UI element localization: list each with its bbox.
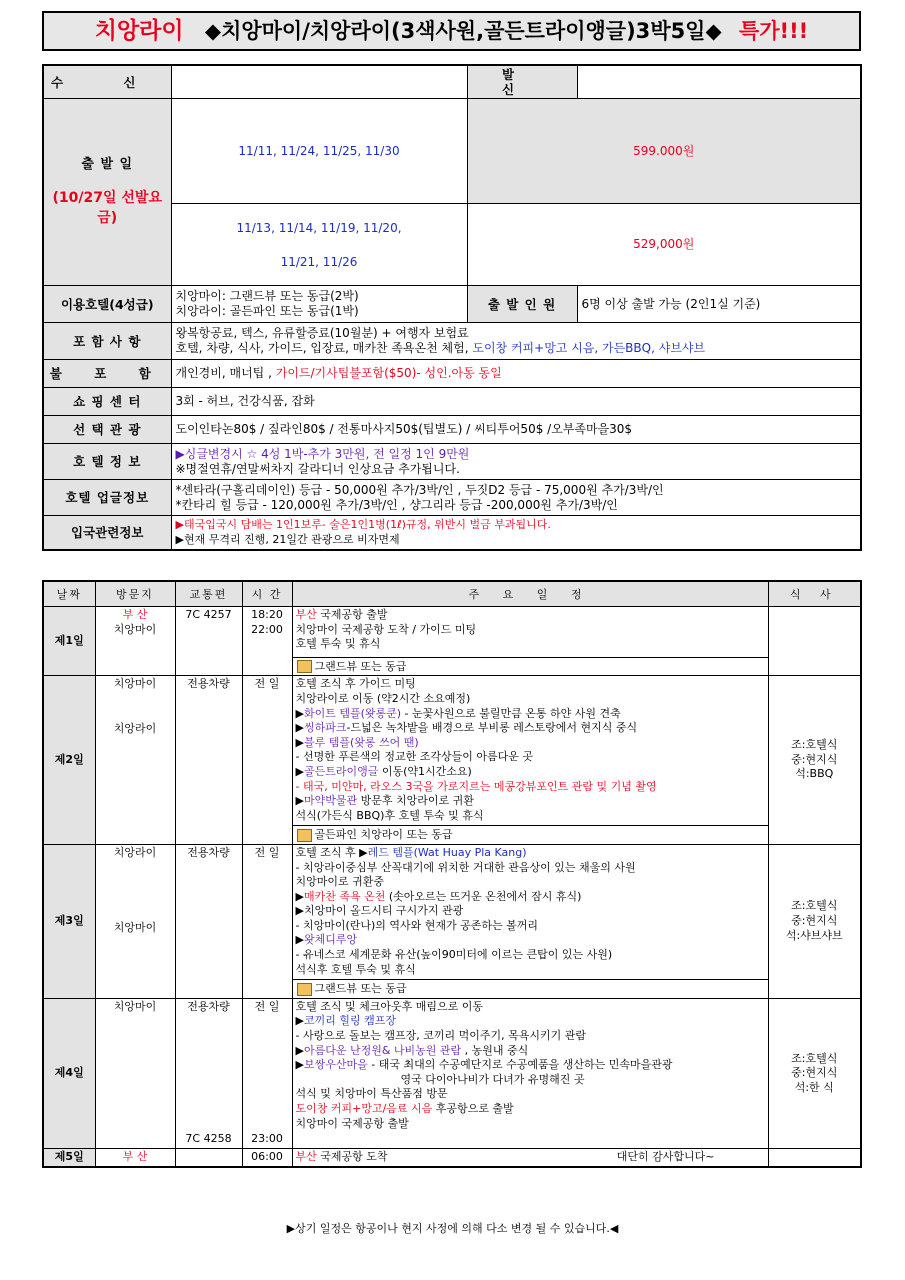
hotelinfo-line-1: ▶싱글변경시 ☆ 4성 1박-추가 3만원, 전 일정 1인 9만원 bbox=[175, 446, 470, 461]
day2-line-10: 석식(가든식 BBQ)후 호텔 투숙 및 휴식 bbox=[295, 808, 484, 822]
day4-line-6: 영국 다이아나비가 다녀가 유명해진 곳 bbox=[400, 1072, 585, 1086]
min-label: 출 발 인 원 bbox=[467, 286, 577, 323]
include-value bbox=[171, 323, 861, 360]
day2-line-7: ▶골든트라이앵글 이동(약1시간소요) bbox=[295, 764, 472, 778]
day4-meal bbox=[768, 998, 861, 1148]
day1-line-1-text: 국제공항 출발 bbox=[320, 608, 388, 621]
day2-singha-park: 씽하파크 bbox=[303, 721, 347, 735]
day3-meal-1: 조:호텔식 bbox=[791, 899, 838, 913]
day3-wat-chedi-luang: 왓체디루앙 bbox=[303, 933, 358, 947]
day3-line-4: ▶매카찬 족욕 온천 (솟아오르는 뜨거운 온천에서 잠시 휴식) bbox=[295, 889, 582, 903]
day4-time bbox=[242, 998, 292, 1148]
day2-opium-museum: 마약박물관 bbox=[303, 794, 358, 808]
day4-bosang: 보쌍우산마을 bbox=[303, 1058, 368, 1072]
day1-hotel-name: 그랜드뷰 또는 동급 bbox=[314, 659, 407, 673]
day2-meal-3: 석:BBQ bbox=[795, 767, 834, 781]
entry-line-2: ▶현재 무격리 진행, 21일간 관광으로 비자면제 bbox=[175, 533, 400, 547]
day2-line-9: ▶마약박물관 방문후 치앙라이로 귀환 bbox=[295, 794, 474, 808]
day3-time: 전 일 bbox=[242, 844, 292, 998]
shopping-label: 쇼 핑 센 터 bbox=[43, 388, 171, 416]
departure-note: (10/27일 선발요금) bbox=[52, 189, 162, 226]
day3-old-city: 치앙마이 올드시티 구시가지 관광 bbox=[303, 904, 464, 918]
day4-line-4-text: , 농원내 중식 bbox=[461, 1043, 529, 1057]
day1-transport: 7C 4257 bbox=[175, 607, 242, 676]
day2-meal-2: 중:현지식 bbox=[791, 752, 838, 766]
shopping-value: 3회 - 허브, 건강식품, 잡화 bbox=[171, 388, 861, 416]
day3-meal-2: 중:현지식 bbox=[791, 914, 838, 928]
exclude-value bbox=[171, 360, 861, 388]
day1-place-1: 부 산 bbox=[122, 608, 148, 621]
day4-line-9: 치앙마이 국제공항 출발 bbox=[295, 1116, 409, 1130]
day5-label: 제5일 bbox=[43, 1149, 95, 1167]
include-line-2 bbox=[176, 341, 857, 356]
sender-value bbox=[577, 65, 861, 99]
include-line-2b: 도이창 커피+망고 시음, 가든BBQ, 샤브샤브 bbox=[472, 341, 706, 355]
dates-group-2b: 11/21, 11/26 bbox=[280, 254, 358, 269]
day4-line-4: ▶아름다운 난정원& 나비농원 관람 , 농원내 중식 bbox=[295, 1043, 529, 1057]
day1-itinerary bbox=[292, 607, 768, 676]
hotel-value bbox=[171, 286, 467, 323]
day1-line-2: 치앙마이 국제공항 도착 / 가이드 미팅 bbox=[295, 622, 477, 636]
day1-place-2: 치앙마이 bbox=[113, 622, 157, 636]
footnote: ▶상기 일정은 항공이나 현지 사정에 의해 다소 변경 될 수 있습니다.◀ bbox=[286, 1222, 619, 1235]
day1-meal bbox=[768, 607, 861, 676]
schedule-table bbox=[42, 580, 862, 1168]
day2-line-9-text: 방문후 치앙라이로 귀환 bbox=[357, 794, 474, 808]
day2-line-1: 호텔 조식 후 가이드 미팅 bbox=[295, 677, 416, 691]
day3-label: 제3일 bbox=[43, 844, 95, 998]
header-place: 방문지 bbox=[95, 581, 175, 607]
day2-line-4: ▶씽하파크-드넓은 녹차밭을 배경으로 부비롱 레스토랑에서 현지식 중식 bbox=[295, 721, 638, 735]
day4-meal-1: 조:호텔식 bbox=[791, 1051, 838, 1065]
day4-meal-2: 중:현지식 bbox=[791, 1066, 838, 1080]
day3-hot-spring: 매카찬 족욕 온천 bbox=[303, 889, 386, 903]
day4-line-8-text: 후공항으로 출발 bbox=[432, 1102, 514, 1115]
day1-hotel bbox=[293, 657, 768, 677]
day3-transport: 전용차량 bbox=[175, 844, 242, 998]
day4-line-2: ▶코끼리 힐링 캠프장 bbox=[295, 1014, 396, 1028]
day2-line-8: - 태국, 미얀마, 라오스 3국을 가로지르는 메콩강뷰포인트 관람 및 기념 촬영 bbox=[295, 779, 657, 793]
receiver-value bbox=[171, 65, 467, 99]
include-label: 포 함 사 항 bbox=[43, 323, 171, 360]
day2-golden-triangle: 골든트라이앵글 bbox=[303, 764, 379, 778]
price-group-1: 599.000원 bbox=[467, 99, 861, 204]
title-promo: 특가!!! bbox=[738, 19, 809, 43]
day3-row bbox=[43, 844, 861, 998]
day2-transport: 전용차량 bbox=[175, 676, 242, 845]
day4-time-2: 23:00 bbox=[251, 1132, 283, 1146]
dates-group-2 bbox=[171, 204, 467, 286]
day2-blue-temple: 블루 템플(왓롱 쓰어 땐) bbox=[303, 735, 419, 749]
entry-line-1: ▶태국입국시 담배는 1인1보루- 술은1인1병(1ℓ)규정, 위반시 벌금 부과됩니다. bbox=[175, 518, 551, 532]
options-value: 도이인타논80$ / 짚라인80$ / 전통마사지50$(팁별도) / 씨티투어50$ /오부족마을30$ bbox=[171, 416, 861, 444]
day4-place: 치앙마이 bbox=[95, 998, 175, 1148]
day4-meal-3: 석:한 식 bbox=[794, 1080, 834, 1094]
info-table bbox=[42, 64, 862, 551]
day4-label: 제4일 bbox=[43, 998, 95, 1148]
upgrade-line-1: *센타라(구홀리데이인) 등급 - 50,000원 추가/3박/인 , 두짓D2 등급 - 75,000원 추가/3박/인 bbox=[175, 482, 664, 497]
day5-time: 06:00 bbox=[242, 1149, 292, 1167]
day3-itinerary bbox=[292, 844, 768, 998]
upgrade-label: 호텔 업글정보 bbox=[43, 480, 171, 516]
header-date: 날짜 bbox=[43, 581, 95, 607]
exclude-a: 개인경비, 매너팁 , bbox=[175, 366, 272, 380]
day1-line-3: 호텔 투숙 및 휴식 bbox=[295, 637, 381, 651]
departure-cell bbox=[43, 99, 171, 286]
day4-itinerary bbox=[292, 998, 768, 1148]
day3-place bbox=[95, 844, 175, 998]
title-city: 치앙라이 bbox=[94, 18, 184, 44]
day1-time bbox=[242, 607, 292, 676]
day4-elephant-camp: 코끼리 힐링 캠프장 bbox=[303, 1014, 396, 1028]
day4-line-1: 호텔 조식 및 체크아웃후 매림으로 이동 bbox=[295, 999, 483, 1013]
day4-transport bbox=[175, 998, 242, 1148]
day3-place-1: 치앙라이 bbox=[113, 845, 157, 859]
entry-label: 입국관련정보 bbox=[43, 516, 171, 550]
day2-line-5: ▶블루 템플(왓롱 쓰어 땐) bbox=[295, 735, 419, 749]
day5-thanks: 대단히 감사합니다~ bbox=[616, 1150, 715, 1164]
day1-place bbox=[95, 607, 175, 676]
day1-line-1 bbox=[296, 608, 765, 623]
header-time: 시 간 bbox=[242, 581, 292, 607]
exclude-label: 불 포 함 bbox=[43, 360, 171, 388]
price-group-2: 529,000원 bbox=[467, 204, 861, 286]
day4-coffee: 도이창 커피+망고/음료 시음 bbox=[295, 1102, 433, 1115]
day1-label: 제1일 bbox=[43, 607, 95, 676]
day2-row bbox=[43, 676, 861, 845]
day2-line-6: - 선명한 푸른색의 정교한 조각상들이 아름다운 곳 bbox=[295, 750, 533, 764]
hotel-line-1: 치앙마이: 그랜드뷰 또는 동급(2박) bbox=[175, 289, 359, 303]
day4-transport-2: 7C 4258 bbox=[185, 1132, 232, 1146]
day2-place bbox=[95, 676, 175, 845]
day3-line-9: 석식후 호텔 투숙 및 휴식 bbox=[295, 962, 416, 976]
sender-label: 발 신 bbox=[467, 65, 577, 99]
day5-meal bbox=[768, 1149, 861, 1167]
day2-line-2: 치앙라이로 이동 (약2시간 소요예정) bbox=[295, 691, 471, 705]
day4-time-1: 전 일 bbox=[254, 999, 280, 1013]
day2-place-2: 치앙라이 bbox=[113, 721, 157, 735]
hotel-icon bbox=[297, 829, 312, 842]
day4-line-8 bbox=[296, 1102, 765, 1117]
day2-place-1: 치앙마이 bbox=[113, 677, 157, 691]
day5-itinerary bbox=[292, 1149, 768, 1167]
upgrade-line-2: *칸타리 힐 등급 - 120,000원 추가/3박/인 , 샹그리라 등급 -200,000원 추가/3박/인 bbox=[175, 497, 618, 512]
dates-group-2a: 11/13, 11/14, 11/19, 11/20, bbox=[236, 220, 402, 235]
hotelinfo-line-2: ※명절연휴/연말써차지 갈라디너 인상요금 추가됩니다. bbox=[175, 461, 460, 476]
options-label: 선 택 관 광 bbox=[43, 416, 171, 444]
day4-line-3: - 사랑으로 돌보는 캠프장, 코끼리 먹이주기, 목욕시키기 관람 bbox=[295, 1029, 586, 1043]
day2-meal bbox=[768, 676, 861, 845]
header-meal: 식 사 bbox=[768, 581, 861, 607]
header-itinerary: 주 요 일 정 bbox=[292, 581, 768, 607]
day3-line-1-text: 호텔 조식 후 ▶ bbox=[295, 845, 368, 859]
day3-hotel bbox=[293, 979, 768, 999]
day4-row bbox=[43, 998, 861, 1148]
include-line-1: 왕복항공료, 텍스, 유류할증료(10월분) + 여행자 보험료 bbox=[175, 326, 469, 340]
hotel-icon bbox=[297, 983, 312, 996]
hotel-label: 이용호텔(4성급) bbox=[43, 286, 171, 323]
day5-transport bbox=[175, 1149, 242, 1167]
day3-line-4-text: (솟아오르는 뜨거운 온천에서 잠시 휴식) bbox=[385, 889, 582, 903]
day3-line-2: - 치앙라이중심부 산꼭대기에 위치한 거대한 관음상이 있는 채울의 사원 bbox=[295, 860, 636, 874]
day4-orchid-farm: 아름다운 난정원& 나비농원 관람 bbox=[303, 1043, 462, 1057]
day4-transport-1: 전용차량 bbox=[187, 999, 230, 1013]
day1-time-2: 22:00 bbox=[251, 622, 283, 636]
day2-line-3: ▶화이트 템플(왓롱쿤) - 눈꽃사원으로 불릴만큼 온통 하얀 사원 견축 bbox=[295, 706, 621, 720]
day3-hotel-name: 그랜드뷰 또는 동급 bbox=[314, 982, 407, 996]
day3-meal-3: 석:샤브샤브 bbox=[785, 928, 843, 942]
header-transport: 교통편 bbox=[175, 581, 242, 607]
day2-line-7-text: 이동(약1시간소요) bbox=[378, 764, 472, 778]
upgrade-value bbox=[171, 480, 861, 516]
day3-red-temple: 레드 템플(Wat Huay Pla Kang) bbox=[367, 845, 527, 859]
receiver-label: 수 신 bbox=[43, 65, 171, 99]
day1-time-1: 18:20 bbox=[251, 608, 283, 621]
day3-line-6: - 치앙마이(란나)의 역사와 현재가 공존하는 볼꺼리 bbox=[295, 918, 539, 932]
hotel-icon bbox=[297, 660, 312, 673]
hotel-line-2: 치앙라이: 골든파인 또는 동급(1박) bbox=[175, 304, 359, 318]
day5-city: 부산 bbox=[295, 1150, 317, 1164]
day5-text: 국제공항 도착 bbox=[316, 1150, 388, 1164]
page-title bbox=[42, 11, 861, 51]
day2-hotel-name: 골든파인 치앙라이 또는 동급 bbox=[314, 828, 453, 842]
hotelinfo-value bbox=[171, 444, 861, 480]
day2-meal-1: 조:호텔식 bbox=[791, 738, 838, 752]
day2-label: 제2일 bbox=[43, 676, 95, 845]
day2-line-4-text: -드넓은 녹차밭을 배경으로 부비롱 레스토랑에서 현지식 중식 bbox=[346, 721, 638, 735]
day5-row bbox=[43, 1149, 861, 1167]
day4-line-5-text: - 태국 최대의 수공예단지로 수공예품을 생산하는 민속마을관광 bbox=[367, 1058, 673, 1072]
day3-meal bbox=[768, 844, 861, 998]
min-value: 6명 이상 출발 가능 (2인1실 기준) bbox=[577, 286, 861, 323]
departure-label: 출 발 일 bbox=[81, 156, 134, 172]
hotelinfo-label: 호 텔 정 보 bbox=[43, 444, 171, 480]
day2-time: 전 일 bbox=[242, 676, 292, 845]
day3-line-3: 치앙마이로 귀환중 bbox=[295, 875, 385, 889]
day4-line-7: 석식 및 치앙마이 특산품점 방문 bbox=[295, 1087, 448, 1101]
day3-line-5: ▶치앙마이 올드시티 구시가지 관광 bbox=[295, 904, 464, 918]
exclude-b: 가이드/기사팁불포함($50)- 성인.아동 동일 bbox=[275, 366, 502, 380]
day3-line-7: ▶왓체디루앙 bbox=[295, 933, 358, 947]
day4-line-5: ▶보쌍우산마을 - 태국 최대의 수공예단지로 수공예품을 생산하는 민속마을관광 bbox=[295, 1058, 673, 1072]
day2-itinerary bbox=[292, 676, 768, 845]
day2-white-temple: 화이트 템플(왓롱쿤) bbox=[303, 706, 402, 720]
entry-value bbox=[171, 516, 861, 550]
day3-line-8: - 유네스코 세계문화 유산(높이90미터에 이르는 큰탑이 있는 사원) bbox=[295, 948, 613, 962]
day3-place-2: 치앙마이 bbox=[113, 920, 157, 934]
dates-group-1: 11/11, 11/24, 11/25, 11/30 bbox=[171, 99, 467, 204]
day5-place: 부 산 bbox=[95, 1149, 175, 1167]
include-line-2a: 호텔, 차량, 식사, 가이드, 입장료, 매카찬 족욕온천 체험, bbox=[175, 341, 469, 355]
day2-line-3-text: - 눈꽃사원으로 불릴만큼 온통 하얀 사원 견축 bbox=[401, 706, 621, 720]
title-main: ◆치앙마이/치앙라이(3색사원,골든트라이앵글)3박5일◆ bbox=[204, 19, 722, 43]
day3-line-1 bbox=[296, 846, 765, 861]
day2-hotel bbox=[293, 825, 768, 845]
day1-city: 부산 bbox=[295, 608, 317, 621]
day1-row bbox=[43, 607, 861, 676]
